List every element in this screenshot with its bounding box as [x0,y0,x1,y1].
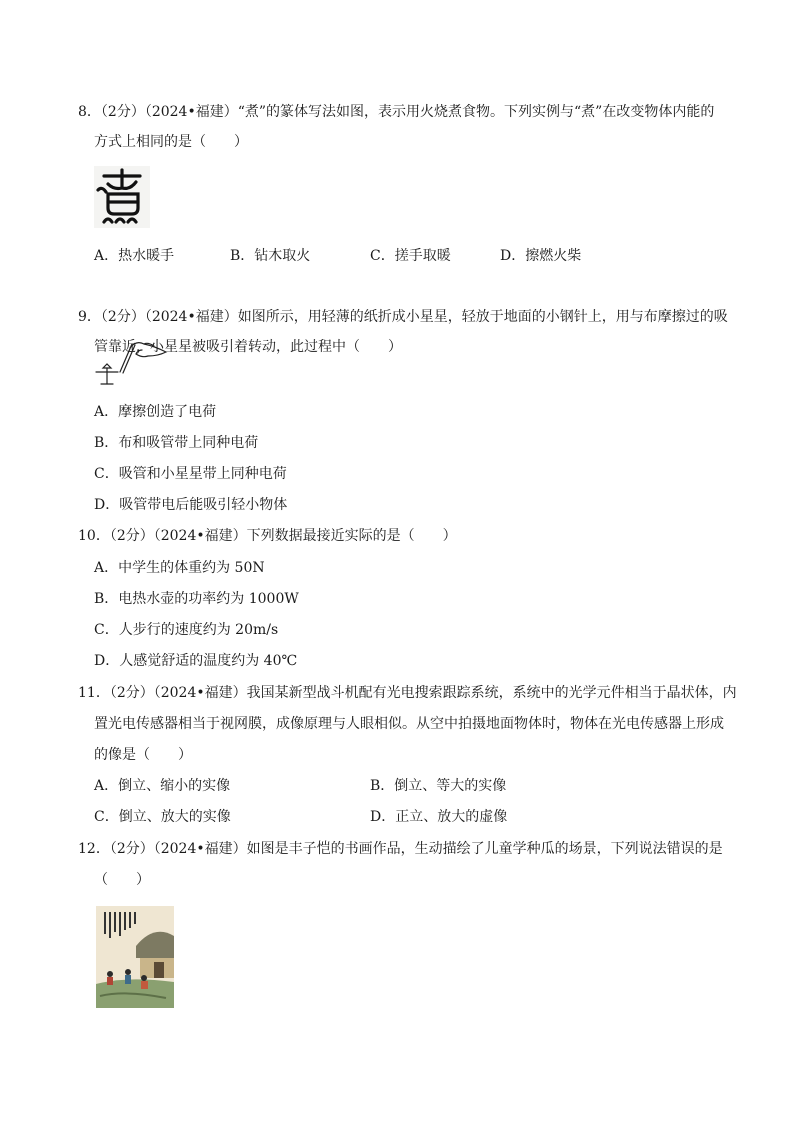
q9-line-2: 管靠近，小星星被吸引着转动，此过程中（ ） [94,339,402,355]
seal-script-figure [94,166,150,228]
q10-option-b[interactable]: B．电热水壶的功率约为 1000W [94,591,299,607]
q12-line-2: （ ） [94,872,150,888]
q8-option-a[interactable]: A．热水暖手 [94,248,175,264]
q9-option-d[interactable]: D．吸管带电后能吸引轻小物体 [94,497,288,513]
q11-option-d[interactable]: D．正立、放大的虚像 [370,809,508,825]
painting-figure [96,906,174,1008]
q10-option-c[interactable]: C．人步行的速度约为 20m/s [94,622,279,638]
q11-option-b[interactable]: B．倒立、等大的实像 [370,778,507,794]
hand-straw-icon [92,338,172,388]
q11-option-a[interactable]: A．倒立、缩小的实像 [94,778,231,794]
q10-line-1: 10．（2分）（2024•福建）下列数据最接近实际的是（ ） [78,528,457,544]
q11-line-2: 置光电传感器相当于视网膜，成像原理与人眼相似。从空中拍摄地面物体时，物体在光电传感器上形成 [94,716,724,732]
q8-line-2: 方式上相同的是（ ） [94,134,248,150]
q9-option-a[interactable]: A．摩擦创造了电荷 [94,404,217,420]
q11-line-3: 的像是（ ） [94,747,192,763]
q11-line-1: 11．（2分）（2024•福建）我国某新型战斗机配有光电搜索跟踪系统，系统中的光学元件相当于晶状体，内 [78,685,737,701]
q9-line-1: 9．（2分）（2024•福建）如图所示，用轻薄的纸折成小星星，轻放于地面的小钢针上，用与布摩擦过的吸 [78,309,728,325]
q10-option-a[interactable]: A．中学生的体重约为 50N [94,560,265,576]
q8-option-c[interactable]: C．搓手取暖 [370,248,451,264]
q12-line-1: 12．（2分）（2024•福建）如图是丰子恺的书画作品，生动描绘了儿童学种瓜的场景，下列说法错误的是 [78,841,723,857]
q9-option-b[interactable]: B．布和吸管带上同种电荷 [94,435,259,451]
seal-script-zhu-icon [94,166,150,228]
q10-option-d[interactable]: D．人感觉舒适的温度约为 40℃ [94,653,298,669]
q9-option-c[interactable]: C．吸管和小星星带上同种电荷 [94,466,287,482]
q8-line-1: 8．（2分）（2024•福建）“煮”的篆体写法如图，表示用火烧煮食物。下列实例与“煮”在改变物体内能的 [78,104,715,120]
q8-option-d[interactable]: D．擦燃火柴 [500,248,582,264]
q8-option-b[interactable]: B．钻木取火 [230,248,311,264]
q11-option-c[interactable]: C．倒立、放大的实像 [94,809,231,825]
painting-children-planting-icon [96,906,174,1008]
straw-star-figure [92,338,172,388]
